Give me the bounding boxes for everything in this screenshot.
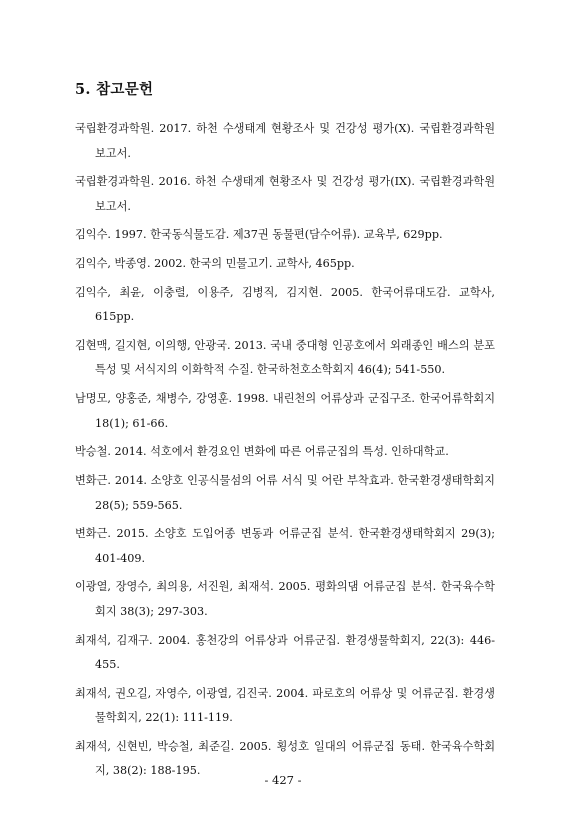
reference-item: 변화근. 2014. 소양호 인공식물섬의 어류 서식 및 어란 부착효과. 한국환경생태학회지 28(5); 559-565. bbox=[75, 474, 495, 512]
reference-item: 최재석, 권오길, 자영수, 이광열, 김진국. 2004. 파로호의 어류상 및 어류군집. 환경생물학회지, 22(1): 111-119. bbox=[75, 686, 495, 725]
reference-item: 국립환경과학원. 2017. 하천 수생태계 현황조사 및 건강성 평가(X). 국립환경과학원 보고서. bbox=[75, 122, 495, 160]
reference-item: 김익수, 최윤, 이충렬, 이용주, 김병직, 김지현. 2005. 한국어류대도감. 교학사, 615pp. bbox=[75, 285, 495, 324]
reference-item: 이광열, 장영수, 최의용, 서진원, 최재석. 2005. 평화의댐 어류군집 분석. 한국육수학회지 38(3); 297-303. bbox=[75, 580, 495, 618]
section-heading: 5. 참고문헌 bbox=[75, 81, 154, 98]
reference-item: 김익수, 박종영. 2002. 한국의 민물고기. 교학사, 465pp. bbox=[75, 257, 355, 271]
reference-list bbox=[75, 117, 495, 788]
page-number: - 427 - bbox=[264, 773, 302, 787]
reference-item: 국립환경과학원. 2016. 하천 수생태계 현황조사 및 건강성 평가(IX). 국립환경과학원 보고서. bbox=[75, 175, 495, 213]
reference-item: 김익수. 1997. 한국동식물도감. 제37권 동물편(담수어류). 교육부, 629pp. bbox=[75, 228, 443, 242]
reference-item: 최재석, 신현빈, 박승철, 최준길. 2005. 횡성호 일대의 어류군집 동태. 한국육수학회지, 38(2): 188-195. bbox=[75, 739, 495, 778]
reference-item: 김현맥, 길지현, 이의행, 안광국. 2013. 국내 중대형 인공호에서 외래종인 배스의 분포특성 및 서식지의 이화학적 수질. 한국하천호소학회지 46(4); 541-550. bbox=[75, 338, 495, 377]
reference-item: 최재석, 김재구. 2004. 홍천강의 어류상과 어류군집. 환경생물학회지, 22(3): 446-455. bbox=[75, 633, 495, 672]
reference-item: 남명모, 양홍준, 채병수, 강영훈. 1998. 내린천의 어류상과 군집구조. 한국어류학회지 18(1); 61-66. bbox=[75, 392, 495, 430]
reference-item: 박승철. 2014. 석호에서 환경요인 변화에 따른 어류군집의 특성. 인하대학교. bbox=[75, 445, 449, 459]
reference-item: 변화근. 2015. 소양호 도입어종 변동과 어류군집 분석. 한국환경생태학회지 29(3); 401-409. bbox=[75, 527, 495, 565]
